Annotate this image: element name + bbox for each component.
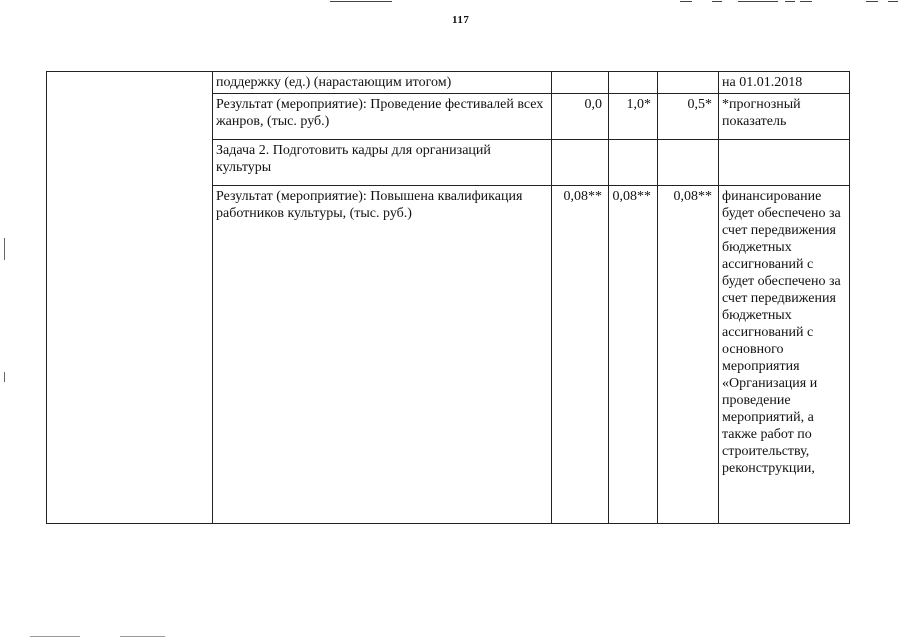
- scan-artifact: [330, 1, 392, 2]
- scan-artifact: [800, 1, 812, 2]
- row-value-1: 0,0: [552, 94, 609, 140]
- row-note: *прогнозный показатель: [719, 94, 850, 140]
- scan-artifact: [738, 1, 778, 2]
- row-description: Результат (мероприятие): Повышена квалификация работников культуры, (тыс. руб.): [213, 186, 552, 524]
- row-note: [719, 140, 850, 186]
- scan-artifact: [712, 1, 722, 2]
- row-value-1: [552, 72, 609, 94]
- row-description: поддержку (ед.) (нарастающим итогом): [213, 72, 552, 94]
- row-note: на 01.01.2018: [719, 72, 850, 94]
- row-note: финансирование будет обеспечено за счет передвижения бюджетных ассигнований с будет обеспечено за счет передвижения бюджетных ассигнований с основного мероприятия «Организация и проведение мероприятий, а также работ по строительству, реконструкции,: [719, 186, 850, 524]
- row-description: Задача 2. Подготовить кадры для организаций культуры: [213, 140, 552, 186]
- scan-artifact: [4, 372, 5, 382]
- row-value-2: [609, 72, 658, 94]
- row-value-3: 0,5*: [658, 94, 719, 140]
- row-value-2: [609, 140, 658, 186]
- scan-artifact: [4, 238, 5, 260]
- scan-artifact: [680, 1, 692, 2]
- row-value-1: 0,08**: [552, 186, 609, 524]
- scan-artifact: [866, 1, 878, 2]
- scan-artifact: [888, 1, 898, 2]
- row-value-3: [658, 72, 719, 94]
- scan-artifact: [785, 1, 795, 2]
- scan-artifact: [120, 636, 165, 637]
- row-value-1: [552, 140, 609, 186]
- row-value-2: 0,08**: [609, 186, 658, 524]
- row-value-3: 0,08**: [658, 186, 719, 524]
- empty-left-cell: [47, 72, 213, 524]
- row-value-2: 1,0*: [609, 94, 658, 140]
- scan-artifact: [30, 636, 80, 637]
- program-table: [46, 71, 850, 524]
- row-description: Результат (мероприятие): Проведение фестивалей всех жанров, (тыс. руб.): [213, 94, 552, 140]
- page-number: 117: [452, 14, 470, 26]
- row-value-3: [658, 140, 719, 186]
- table-row: [47, 72, 850, 94]
